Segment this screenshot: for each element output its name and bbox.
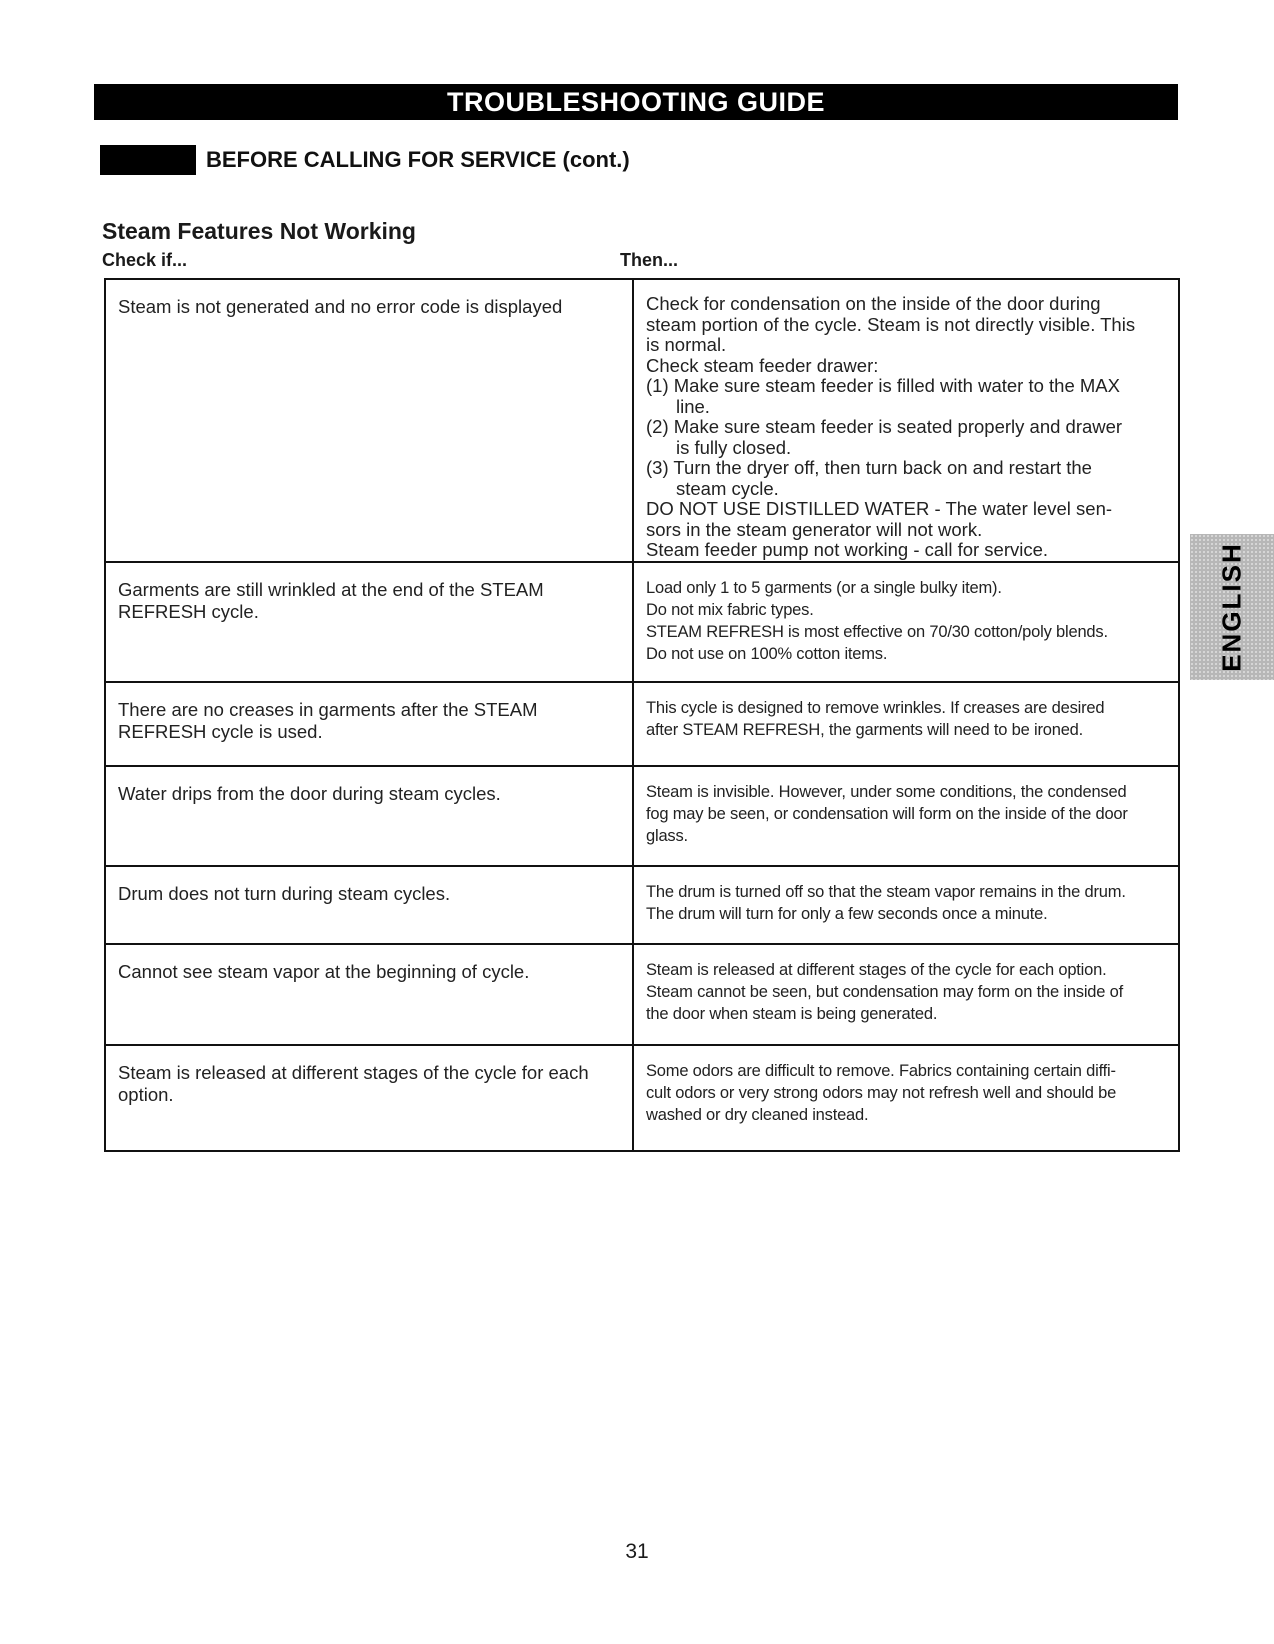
table-row xyxy=(105,766,1179,866)
check-cell xyxy=(105,766,633,866)
then-line: the door when steam is being generated. xyxy=(646,1004,938,1023)
subheading-bar xyxy=(100,145,196,175)
check-text: Drum does not turn during steam cycles. xyxy=(118,882,451,904)
then-line: STEAM REFRESH is most effective on 70/30 cotton/poly blends. xyxy=(646,622,1108,641)
then-line: is fully closed. xyxy=(676,436,792,458)
then-line: cult odors or very strong odors may not refresh well and should be xyxy=(646,1083,1117,1102)
then-line: sors in the steam generator will not work. xyxy=(646,518,983,540)
then-line: The drum will turn for only a few seconds once a minute. xyxy=(646,904,1048,923)
check-cell xyxy=(105,866,633,944)
then-line: Steam is released at different stages of the cycle for each option. xyxy=(646,960,1107,979)
page-number: 31 xyxy=(625,1540,649,1563)
then-line: steam cycle. xyxy=(676,477,779,499)
then-cell xyxy=(633,866,1179,944)
then-line: steam portion of the cycle. Steam is not directly visible. This xyxy=(646,313,1136,335)
column-header-check: Check if... xyxy=(102,250,188,270)
then-cell xyxy=(633,562,1179,682)
then-line: Steam is invisible. However, under some conditions, the condensed xyxy=(646,782,1127,801)
then-cell xyxy=(633,682,1179,766)
then-line: (1) Make sure steam feeder is filled with water to the MAX xyxy=(646,375,1120,396)
then-line: Do not use on 100% cotton items. xyxy=(646,644,888,663)
then-line: Steam cannot be seen, but condensation may form on the inside of xyxy=(646,982,1124,1001)
check-cell xyxy=(105,1045,633,1151)
then-line: glass. xyxy=(646,826,688,845)
then-cell xyxy=(633,944,1179,1045)
language-side-tab xyxy=(1190,534,1274,680)
table-row xyxy=(105,279,1179,562)
check-text: Steam is not generated and no error code is displayed xyxy=(118,296,563,317)
check-cell xyxy=(105,944,633,1045)
then-line: Steam feeder pump not working - call for service. xyxy=(646,539,1049,560)
check-text: Water drips from the door during steam cycles. xyxy=(118,782,501,804)
table-row xyxy=(105,944,1179,1045)
then-cell xyxy=(633,766,1179,866)
check-cell xyxy=(105,682,633,766)
table-row xyxy=(105,1045,1179,1151)
troubleshooting-table xyxy=(104,278,1180,1152)
then-line: Check for condensation on the inside of the door during xyxy=(646,293,1101,314)
then-line: Do not mix fabric types. xyxy=(646,600,814,619)
then-line: (3) Turn the dryer off, then turn back on and restart the xyxy=(646,457,1092,478)
then-line: after STEAM REFRESH, the garments will need to be ironed. xyxy=(646,720,1084,739)
then-line: is normal. xyxy=(646,334,727,355)
subheading xyxy=(100,145,630,175)
check-cell xyxy=(105,562,633,682)
then-line: DO NOT USE DISTILLED WATER - The water level sen- xyxy=(646,498,1113,519)
then-line: Load only 1 to 5 garments (or a single bulky item). xyxy=(646,578,1002,597)
column-header-then: Then... xyxy=(620,250,678,270)
then-line: line. xyxy=(676,395,710,417)
check-text: Steam is released at different stages of the cycle for each option. xyxy=(118,1061,589,1105)
table-row xyxy=(105,682,1179,766)
page-banner: TROUBLESHOOTING GUIDE xyxy=(94,84,1178,120)
check-text: Cannot see steam vapor at the beginning of cycle. xyxy=(118,960,530,982)
then-cell xyxy=(633,279,1179,562)
then-line: fog may be seen, or condensation will form on the inside of the door xyxy=(646,804,1128,823)
subheading-text: BEFORE CALLING FOR SERVICE (cont.) xyxy=(206,147,630,172)
then-line: washed or dry cleaned instead. xyxy=(646,1105,869,1124)
table-row xyxy=(105,562,1179,682)
table-row xyxy=(105,866,1179,944)
language-tab-label: ENGLISH xyxy=(1216,542,1247,672)
then-line: (2) Make sure steam feeder is seated properly and drawer xyxy=(646,416,1123,437)
then-line: This cycle is designed to remove wrinkles. If creases are desired xyxy=(646,698,1105,717)
then-line: Some odors are difficult to remove. Fabrics containing certain diffi- xyxy=(646,1061,1116,1080)
check-text: There are no creases in garments after the STEAM REFRESH cycle is used. xyxy=(118,698,538,742)
check-text: Garments are still wrinkled at the end of the STEAM REFRESH cycle. xyxy=(118,578,544,622)
then-line: The drum is turned off so that the steam vapor remains in the drum. xyxy=(646,882,1126,901)
then-cell xyxy=(633,1045,1179,1151)
check-cell xyxy=(105,279,633,562)
section-title: Steam Features Not Working xyxy=(102,218,416,244)
then-line: Check steam feeder drawer: xyxy=(646,354,879,376)
